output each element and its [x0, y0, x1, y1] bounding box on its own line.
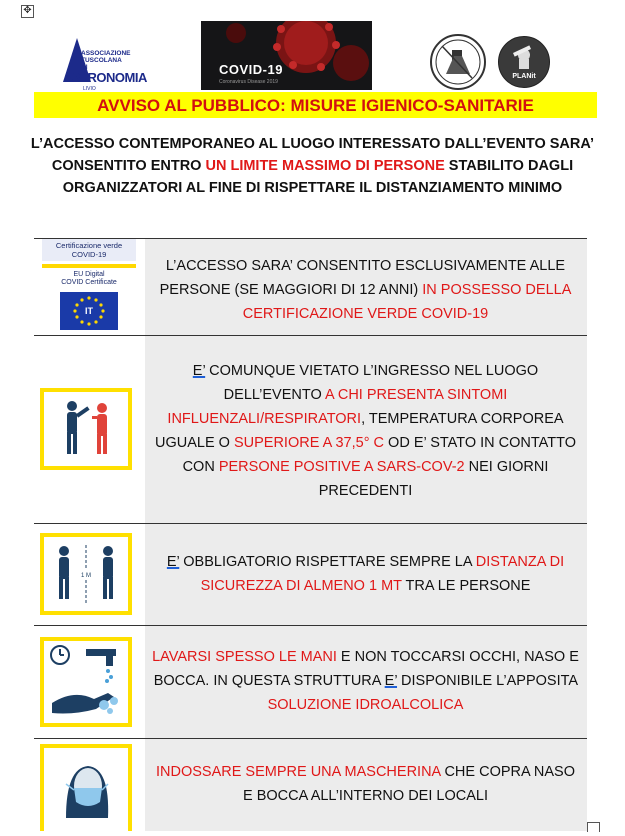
rule3-text-c: TRA LE PERSONE [401, 578, 531, 594]
distance-label: 1 M [80, 573, 92, 579]
rule1-highlight: IN POSSESSO DELLA CERTIFICAZIONE VERDE COVID-19 [242, 282, 572, 322]
rule2-underlined: E’ [192, 363, 206, 379]
rule2-highlight-f: PERSONE POSITIVE A SARS-COV-2 [218, 459, 465, 475]
covid-title: COVID-19 [219, 62, 283, 77]
rule3-text-a: OBBLIGATORIO RISPETTARE SEMPRE LA [179, 554, 476, 570]
cert-line-2: COVID-19 [71, 250, 107, 259]
cert-header [42, 239, 136, 261]
rule3-highlight: DISTANZA DI SICUREZZA DI ALMENO 1 MT [200, 554, 565, 594]
rule-text-handwashing [152, 645, 579, 717]
telescope-icon [432, 36, 484, 88]
logo-text-sub: LIVIO [83, 86, 96, 92]
rule2-highlight-d: SUPERIORE A 37,5° C [233, 435, 385, 451]
social-distance-icon [40, 533, 132, 615]
rule-text-mask [152, 760, 579, 808]
rule2-highlight-b: A CHI PRESENTA SINTOMI INFLUENZALI/RESPIRATORI [167, 387, 508, 427]
rule5-highlight: INDOSSARE SEMPRE UNA MASCHERINA [156, 764, 441, 780]
table-move-handle[interactable]: ✥ [21, 5, 34, 18]
rule2-text-a: COMUNQUE VIETATO L’INGRESSO NEL LUOGO DELL’EVENTO [205, 363, 539, 403]
hand-washing-icon [40, 637, 132, 727]
flag-label: IT [85, 306, 93, 316]
eu-flag-icon [60, 292, 118, 330]
rule-text-distance [152, 550, 579, 598]
notice-banner: AVVISO AL PUBBLICO: MISURE IGIENICO-SANITARIE [34, 92, 597, 118]
rule5-text-b: CHE COPRA NASO E BOCCA ALL’INTERNO DEI LOCALI [243, 764, 575, 804]
rule4-highlight-d: SOLUZIONE IDROALCOLICA [267, 697, 464, 713]
rule2-text-g: NEI GIORNI PRECEDENTI [318, 459, 549, 499]
rule2-text-e: OD E’ STATO IN CONTATTO CON [182, 435, 577, 475]
green-certificate-icon [42, 239, 136, 335]
cert-line-3: EU Digital [73, 271, 105, 278]
cert-line-4: COVID Certificate [61, 279, 117, 286]
masked-person-icon [44, 748, 128, 831]
rule2-text-c: , TEMPERATURA CORPOREA UGUALE O [154, 411, 564, 451]
cert-line-1: Certificazione verde [55, 241, 123, 250]
rule-text-certificate [152, 254, 579, 326]
rule1-text: L’ACCESSO SARA’ CONSENTITO ESCLUSIVAMENTE ALLE PERSONE (SE MAGGIORI DI 12 ANNI) [159, 258, 566, 298]
rule4-highlight-a: LAVARSI SPESSO LE MANI [152, 649, 337, 665]
rule3-underlined: E’ [166, 554, 180, 570]
rule4-text-b: E NON TOCCARSI OCCHI, NASO E BOCCA. IN QUESTA STRUTTURA [153, 649, 579, 689]
intro-paragraph [20, 133, 605, 199]
covid-subtitle: Coronavirus Disease 2019 [219, 79, 278, 85]
no-entry-symptoms-icon [40, 388, 132, 470]
observatory-seal-logo [430, 34, 486, 90]
face-mask-icon [40, 744, 132, 831]
planit-logo [498, 36, 550, 88]
intro-text-2: STABILITO DAGLI ORGANIZZATORI AL FINE DI RISPETTARE IL DISTANZIAMENTO MINIMO [62, 158, 574, 196]
rule-text-symptoms [152, 359, 579, 503]
rule4-underlined: E’ [384, 673, 398, 689]
intro-text-1: L’ACCESSO CONTEMPORANEO AL LUOGO INTERESSATO DALL’EVENTO SARA’ CONSENTITO ENTRO [30, 136, 595, 174]
two-people-distance-icon [44, 537, 128, 611]
planit-text: PLANit [512, 73, 536, 80]
logo-text-lines: ASSOCIAZIONE TUSCOLANA DI [81, 50, 131, 71]
intro-highlight: UN LIMITE MASSIMO DI PERSONE [205, 158, 445, 174]
covid-logo [201, 21, 372, 90]
cert-eu-label [42, 264, 136, 288]
rule4-text-c: DISPONIBILE L’APPOSITA [397, 673, 578, 689]
astronomy-association-logo [57, 36, 147, 94]
faucet-hands-icon [44, 641, 128, 723]
logo-text-main: ASTRONOMIA [63, 70, 147, 85]
person-stop-icon [44, 392, 128, 466]
